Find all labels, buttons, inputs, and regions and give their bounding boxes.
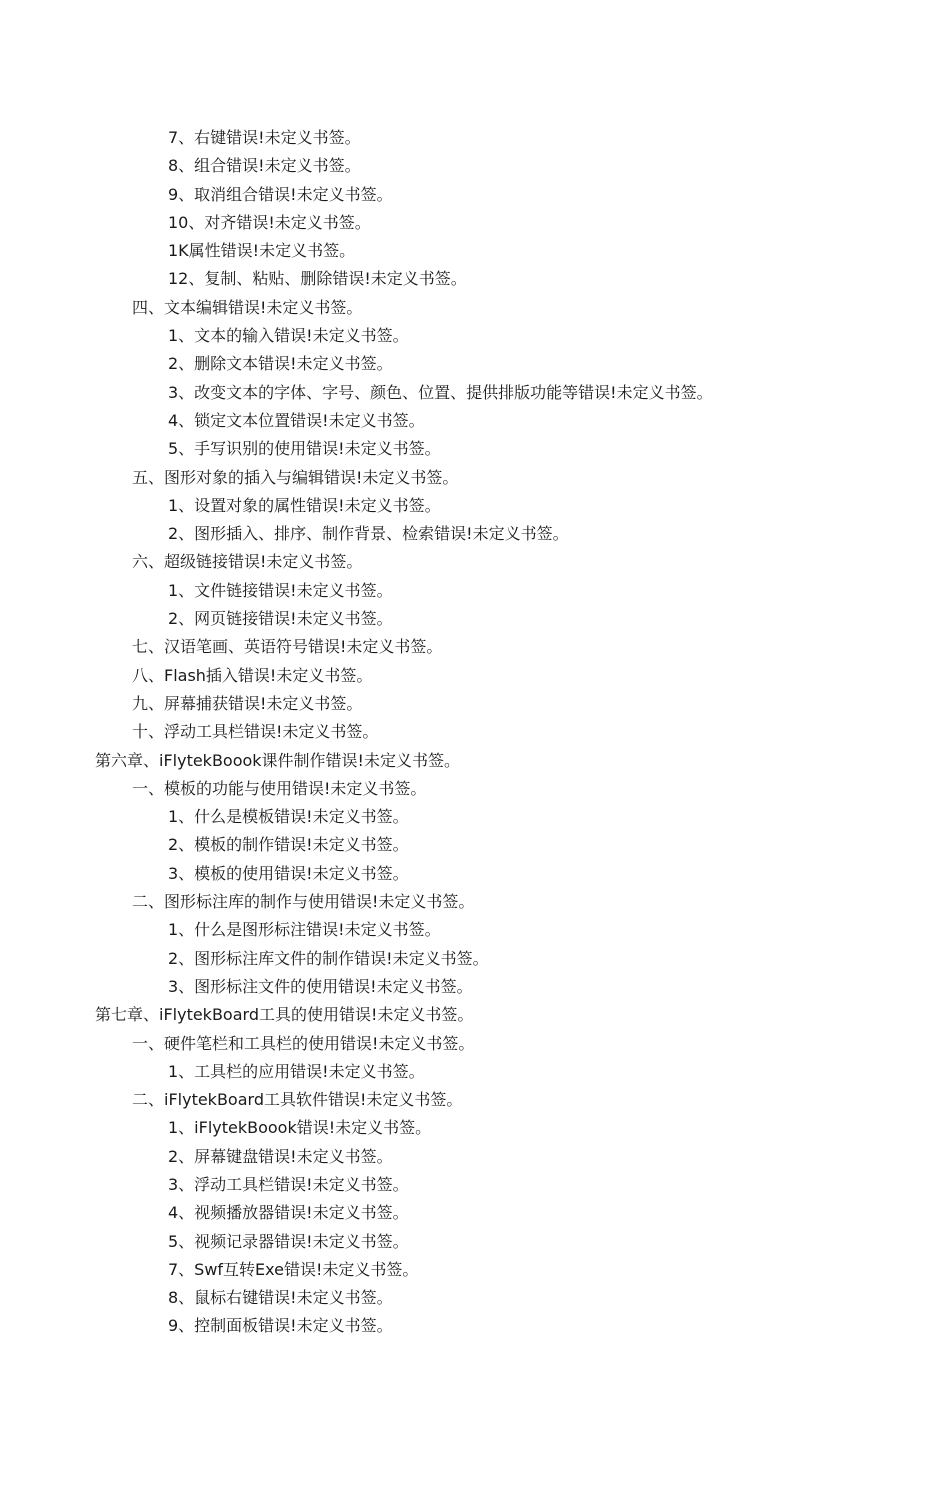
toc-section-entry[interactable]: 四、文本编辑错误!未定义书签。	[132, 297, 363, 317]
toc-subsection-entry[interactable]: 2、网页链接错误!未定义书签。	[168, 609, 393, 629]
toc-subsection-entry[interactable]: 2、图形插入、排序、制作背景、检索错误!未定义书签。	[168, 524, 569, 544]
toc-subsection-entry[interactable]: 12、复制、粘贴、删除错误!未定义书签。	[168, 269, 467, 289]
toc-section-entry[interactable]: 七、汉语笔画、英语符号错误!未定义书签。	[132, 637, 443, 657]
toc-subsection-entry[interactable]: 1、什么是图形标注错误!未定义书签。	[168, 920, 441, 940]
toc-subsection-entry[interactable]: 1、工具栏的应用错误!未定义书签。	[168, 1061, 425, 1081]
toc-subsection-entry[interactable]: 4、视频播放器错误!未定义书签。	[168, 1203, 409, 1223]
toc-subsection-entry[interactable]: 8、组合错误!未定义书签。	[168, 156, 361, 176]
toc-section-entry[interactable]: 九、屏幕捕获错误!未定义书签。	[132, 693, 363, 713]
toc-subsection-entry[interactable]: 8、鼠标右键错误!未定义书签。	[168, 1288, 393, 1308]
toc-subsection-entry[interactable]: 3、模板的使用错误!未定义书签。	[168, 863, 409, 883]
toc-subsection-entry[interactable]: 10、对齐错误!未定义书签。	[168, 212, 371, 232]
toc-subsection-entry[interactable]: 1、文件链接错误!未定义书签。	[168, 580, 393, 600]
toc-section-entry[interactable]: 二、图形标注库的制作与使用错误!未定义书签。	[132, 892, 475, 912]
toc-subsection-entry[interactable]: 3、图形标注文件的使用错误!未定义书签。	[168, 976, 473, 996]
toc-subsection-entry[interactable]: 2、屏幕键盘错误!未定义书签。	[168, 1146, 393, 1166]
toc-subsection-entry[interactable]: 5、手写识别的使用错误!未定义书签。	[168, 439, 441, 459]
toc-chapter-entry[interactable]: 第六章、iFlytekBoook课件制作错误!未定义书签。	[95, 750, 460, 770]
toc-subsection-entry[interactable]: 1、什么是模板错误!未定义书签。	[168, 807, 409, 827]
toc-section-entry[interactable]: 八、Flash插入错误!未定义书签。	[132, 665, 373, 685]
toc-subsection-entry[interactable]: 2、模板的制作错误!未定义书签。	[168, 835, 409, 855]
toc-subsection-entry[interactable]: 7、Swf互转Exe错误!未定义书签。	[168, 1259, 419, 1279]
toc-section-entry[interactable]: 六、超级链接错误!未定义书签。	[132, 552, 363, 572]
toc-subsection-entry[interactable]: 1、iFlytekBoook错误!未定义书签。	[168, 1118, 432, 1138]
toc-chapter-entry[interactable]: 第七章、iFlytekBoard工具的使用错误!未定义书签。	[95, 1005, 474, 1025]
toc-subsection-entry[interactable]: 1、文本的输入错误!未定义书签。	[168, 326, 409, 346]
toc-subsection-entry[interactable]: 4、锁定文本位置错误!未定义书签。	[168, 410, 425, 430]
toc-section-entry[interactable]: 二、iFlytekBoard工具软件错误!未定义书签。	[132, 1090, 463, 1110]
toc-subsection-entry[interactable]: 1K属性错误!未定义书签。	[168, 241, 356, 261]
toc-subsection-entry[interactable]: 5、视频记录器错误!未定义书签。	[168, 1231, 409, 1251]
toc-subsection-entry[interactable]: 9、控制面板错误!未定义书签。	[168, 1316, 393, 1336]
toc-section-entry[interactable]: 一、模板的功能与使用错误!未定义书签。	[132, 778, 427, 798]
toc-subsection-entry[interactable]: 2、删除文本错误!未定义书签。	[168, 354, 393, 374]
toc-section-entry[interactable]: 一、硬件笔栏和工具栏的使用错误!未定义书签。	[132, 1033, 475, 1053]
toc-subsection-entry[interactable]: 7、右键错误!未定义书签。	[168, 128, 361, 147]
toc-subsection-entry[interactable]: 3、浮动工具栏错误!未定义书签。	[168, 1174, 409, 1194]
toc-subsection-entry[interactable]: 1、设置对象的属性错误!未定义书签。	[168, 495, 441, 515]
table-of-contents	[0, 124, 950, 1341]
toc-section-entry[interactable]: 十、浮动工具栏错误!未定义书签。	[132, 722, 379, 742]
toc-section-entry[interactable]: 五、图形对象的插入与编辑错误!未定义书签。	[132, 467, 459, 487]
toc-subsection-entry[interactable]: 3、改变文本的字体、字号、颜色、位置、提供排版功能等错误!未定义书签。	[168, 382, 713, 402]
toc-subsection-entry[interactable]: 9、取消组合错误!未定义书签。	[168, 184, 393, 204]
toc-subsection-entry[interactable]: 2、图形标注库文件的制作错误!未定义书签。	[168, 948, 489, 968]
